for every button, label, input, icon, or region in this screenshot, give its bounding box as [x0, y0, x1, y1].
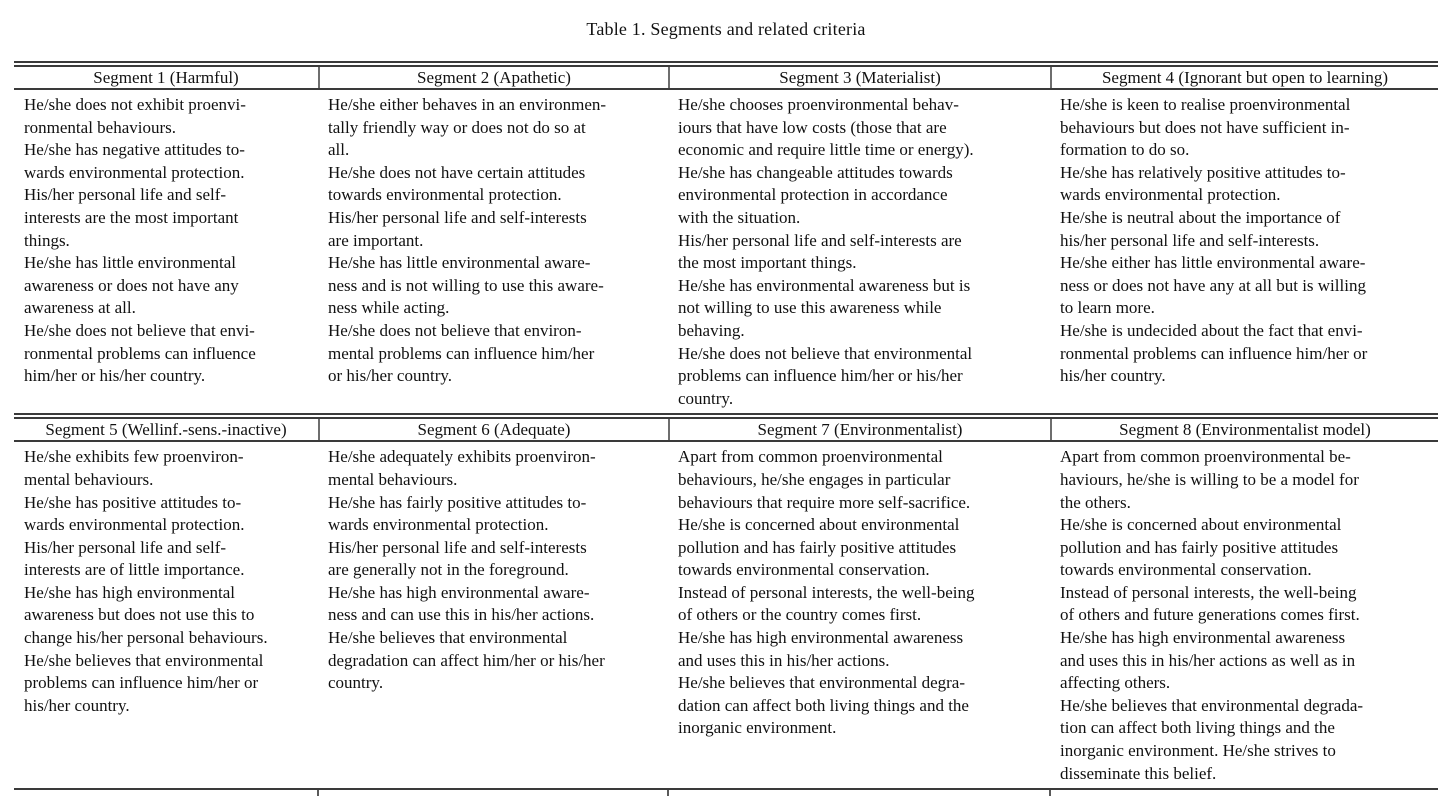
header-segment-2: Segment 2 (Apathetic)	[318, 67, 668, 88]
table-bottom-rule	[14, 788, 1438, 790]
cell-segment-8: Apart from common proenvironmental be- haviours, he/she is willing to be a model for the others. He/she is concerned about environmental pollution and has fairly positive attitudes towards environmental conservation. Instead of personal interests, the well-being of others and future generations comes first. He/she has high environmental awareness and uses this in his/her actions as well as in affecting others. He/she believes that environmental degrada- tion can affect both living things and the inorganic environment. He/she strives to disseminate this belief.	[1060, 447, 1364, 783]
column-border-tick	[1049, 790, 1051, 796]
cell-segment-3: He/she chooses proenvironmental behav- iours that have low costs (those that are economic and require little time or energy). He/she has changeable attitudes towards environmental protection in accordance with the situation. His/her personal life and self-interests are the most important things. He/she has environmental awareness but is not willing to use this awareness while behaving. He/she does not believe that environmental problems can influence him/her or his/her country.	[678, 95, 974, 408]
body-row-1	[14, 90, 1438, 413]
cell-segment-2: He/she either behaves in an environmen- tally friendly way or does not do so at all. He/she does not have certain attitudes towards environmental protection. His/her personal life and self-interests are important. He/she has little environmental aware- ness and is not willing to use this aware- ness while acting. He/she does not believe that environ- mental problems can influence him/her or his/her country.	[328, 95, 607, 386]
header-row-1	[14, 67, 1438, 88]
header-segment-6: Segment 6 (Adequate)	[318, 419, 668, 440]
header-segment-1: Segment 1 (Harmful)	[93, 67, 239, 87]
cell-segment-5: He/she exhibits few proenviron- mental behaviours. He/she has positive attitudes to- wards environmental protection. His/her personal life and self- interests are of little importance. He/she has high environmental awareness but does not use this to change his/her personal behaviours. He/she believes that environmental problems can influence him/her or his/her country.	[24, 447, 268, 715]
cell-segment-1: He/she does not exhibit proenvi- ronmental behaviours. He/she has negative attitudes to- wards environmental protection. His/her personal life and self- interests are the most important things. He/she has little environmental awareness or does not have any awareness at all. He/she does not believe that envi- ronmental problems can influence him/her or his/her country.	[24, 95, 256, 386]
header-segment-5: Segment 5 (Wellinf.-sens.-inactive)	[45, 419, 287, 439]
cell-segment-4: He/she is keen to realise proenvironmental behaviours but does not have sufficient in- formation to do so. He/she has relatively positive attitudes to- wards environmental protection. He/she is neutral about the importance of his/her personal life and self-interests. He/she either has little environmental aware- ness or does not have any at all but is willing to learn more. He/she is undecided about the fact that envi- ronmental problems can influence him/her or his/her country.	[1060, 95, 1368, 386]
header-segment-4: Segment 4 (Ignorant but open to learning)	[1050, 67, 1438, 88]
body-row-2	[14, 442, 1438, 788]
header-segment-3: Segment 3 (Materialist)	[668, 67, 1050, 88]
column-border-tick	[667, 790, 669, 796]
header-segment-8: Segment 8 (Environmentalist model)	[1050, 419, 1438, 440]
header-row-2	[14, 419, 1438, 440]
segments-table	[14, 61, 1438, 790]
table-caption: Table 1. Segments and related criteria	[586, 19, 866, 39]
cell-segment-6: He/she adequately exhibits proenviron- mental behaviours. He/she has fairly positive attitudes to- wards environmental protection. His/her personal life and self-interests are generally not in the foreground. He/she has high environmental aware- ness and can use this in his/her actions. He/she believes that environmental degradation can affect him/her or his/her country.	[328, 447, 605, 693]
cell-segment-7: Apart from common proenvironmental behaviours, he/she engages in particular behaviours that require more self-sacrifice. He/she is concerned about environmental pollution and has fairly positive attitudes towards environmental conservation. Instead of personal interests, the well-being of others or the country comes first. He/she has high environmental awareness and uses this in his/her actions. He/she believes that environmental degra- dation can affect both living things and the inorganic environment.	[678, 447, 975, 738]
column-border-tick	[317, 790, 319, 796]
header-segment-7: Segment 7 (Environmentalist)	[668, 419, 1050, 440]
